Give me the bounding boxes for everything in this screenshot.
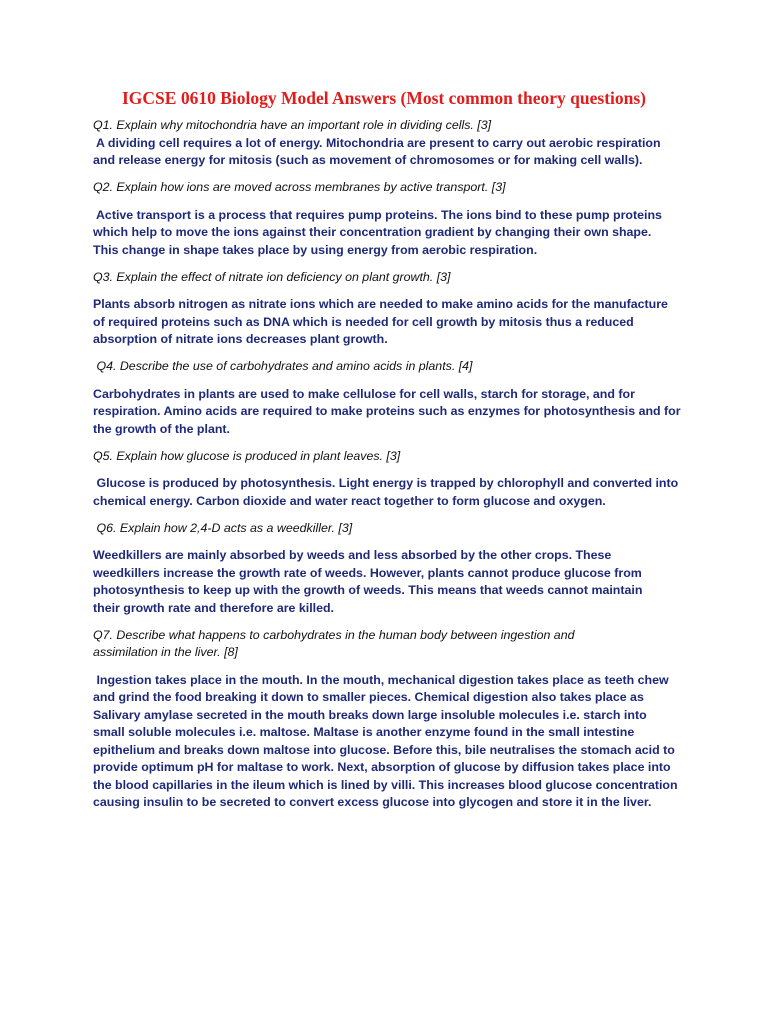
qa-item-1 bbox=[93, 117, 683, 170]
qa-list bbox=[93, 117, 683, 812]
document-title: IGCSE 0610 Biology Model Answers (Most common theory questions) bbox=[121, 88, 647, 108]
question-2: Q2. Explain how ions are moved across membranes by active transport. [3] bbox=[93, 180, 506, 194]
answer-7: Ingestion takes place in the mouth. In the mouth, mechanical digestion takes place as teeth chew and grind the food breaking it down to smaller pieces. Chemical digestion also takes place as Salivary amylase secreted in the mouth breaks down large insoluble molecules i.e. starch into small soluble molecules i.e. maltose. Maltase is another enzyme found in the small intestine epithelium and breaks down maltose into glucose. Before this, bile neutralises the stomach acid to provide optimum pH for maltase to work. Next, absorption of glucose by diffusion takes place into the blood capillaries in the ileum which is lined by villi. This increases blood glucose concentration causing insulin to be secreted to convert excess glucose into glycogen and store it in the liver. bbox=[93, 672, 678, 809]
qa-item-7 bbox=[93, 627, 683, 812]
question-4: Q4. Describe the use of carbohydrates and amino acids in plants. [4] bbox=[93, 359, 473, 373]
qa-item-5 bbox=[93, 448, 683, 511]
qa-item-2 bbox=[93, 179, 683, 259]
qa-item-3 bbox=[93, 269, 683, 349]
question-6: Q6. Explain how 2,4-D acts as a weedkiller. [3] bbox=[93, 520, 353, 535]
answer-4: Carbohydrates in plants are used to make cellulose for cell walls, starch for storage, and for respiration. Amino acids are required to make proteins such as enzymes for photosynthesis and for the growth of the plant. bbox=[93, 386, 681, 436]
qa-item-4 bbox=[93, 358, 683, 438]
question-1: Q1. Explain why mitochondria have an important role in dividing cells. [3] bbox=[93, 118, 492, 132]
answer-3: Plants absorb nitrogen as nitrate ions which are needed to make amino acids for the manufacture of required proteins such as DNA which is needed for cell growth by mitosis thus a reduced absorption of nitrate ions decreases plant growth. bbox=[93, 297, 668, 346]
answer-6: Weedkillers are mainly absorbed by weeds and less absorbed by the other crops. These weedkillers increase the growth rate of weeds. However, plants cannot produce glucose from photosynthesis to keep up with the growth of weeds. This means that weeds cannot maintain their growth rate and therefore are killed. bbox=[93, 548, 643, 615]
question-7: Q7. Describe what happens to carbohydrates in the human body between ingestion and assimilation in the liver. [8] bbox=[93, 627, 575, 659]
answer-5: Glucose is produced by photosynthesis. Light energy is trapped by chlorophyll and converted into chemical energy. Carbon dioxide and water react together to form glucose and oxygen. bbox=[93, 476, 679, 508]
answer-2: Active transport is a process that requires pump proteins. The ions bind to these pump proteins which help to move the ions against their concentration gradient by changing their own shape. This change in shape takes place by using energy from aerobic respiration. bbox=[93, 207, 662, 257]
answer-1: A dividing cell requires a lot of energy. Mitochondria are present to carry out aerobic respiration and release energy for mitosis (such as movement of chromosomes or for making cell walls). bbox=[93, 135, 661, 167]
qa-item-6 bbox=[93, 520, 683, 618]
question-3: Q3. Explain the effect of nitrate ion deficiency on plant growth. [3] bbox=[93, 269, 451, 284]
question-5: Q5. Explain how glucose is produced in plant leaves. [3] bbox=[93, 448, 401, 463]
